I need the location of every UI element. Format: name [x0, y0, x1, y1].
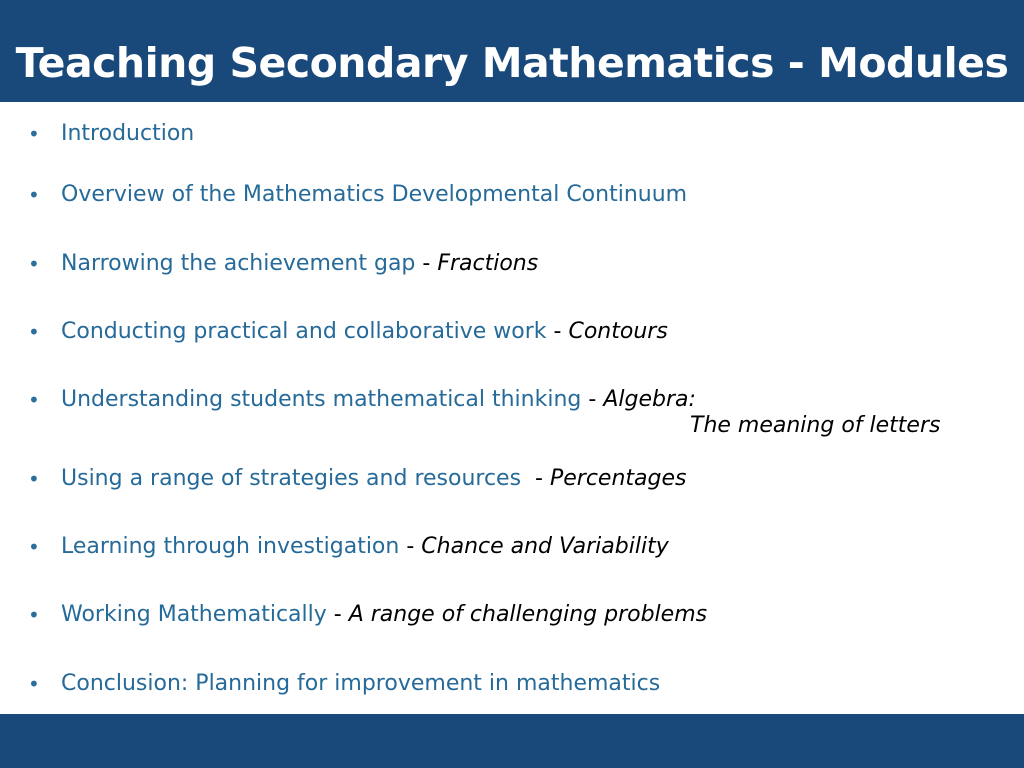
module-topic-continued: The meaning of letters: [690, 413, 941, 438]
bullet-icon: •: [28, 535, 40, 559]
module-title: Working Mathematically: [61, 602, 327, 627]
module-title: Narrowing the achievement gap: [61, 251, 416, 276]
bullet-icon: •: [28, 183, 40, 207]
module-topic: Percentages: [549, 466, 687, 491]
module-title: Overview of the Mathematics Developmental Continuum: [61, 182, 688, 207]
bullet-icon: •: [28, 467, 40, 491]
module-topic: Algebra:: [603, 387, 696, 412]
bullet-icon: •: [28, 252, 40, 276]
separator: -: [581, 387, 604, 412]
bullet-icon: •: [28, 122, 40, 146]
bullet-icon: •: [28, 603, 40, 627]
bullet-icon: •: [28, 672, 40, 696]
separator: -: [399, 534, 422, 559]
module-title: Introduction: [61, 121, 195, 146]
footer-bar: [0, 714, 1024, 768]
module-topic: Contours: [568, 319, 668, 344]
bullet-icon: •: [28, 320, 40, 344]
module-topic: Chance and Variability: [421, 534, 669, 559]
module-title: Understanding students mathematical thinking: [61, 387, 582, 412]
separator: -: [415, 251, 438, 276]
slide-title: Teaching Secondary Mathematics - Modules: [15, 39, 1009, 87]
module-topic: Fractions: [437, 251, 539, 276]
separator: -: [326, 602, 349, 627]
module-title: Using a range of strategies and resources: [61, 466, 522, 491]
module-title: Conducting practical and collaborative work: [61, 319, 547, 344]
module-title: Learning through investigation: [61, 534, 400, 559]
module-topic: A range of challenging problems: [348, 602, 708, 627]
separator: -: [546, 319, 569, 344]
module-title: Conclusion: Planning for improvement in mathematics: [61, 671, 661, 696]
bullet-icon: •: [28, 388, 40, 412]
separator: -: [521, 466, 550, 491]
